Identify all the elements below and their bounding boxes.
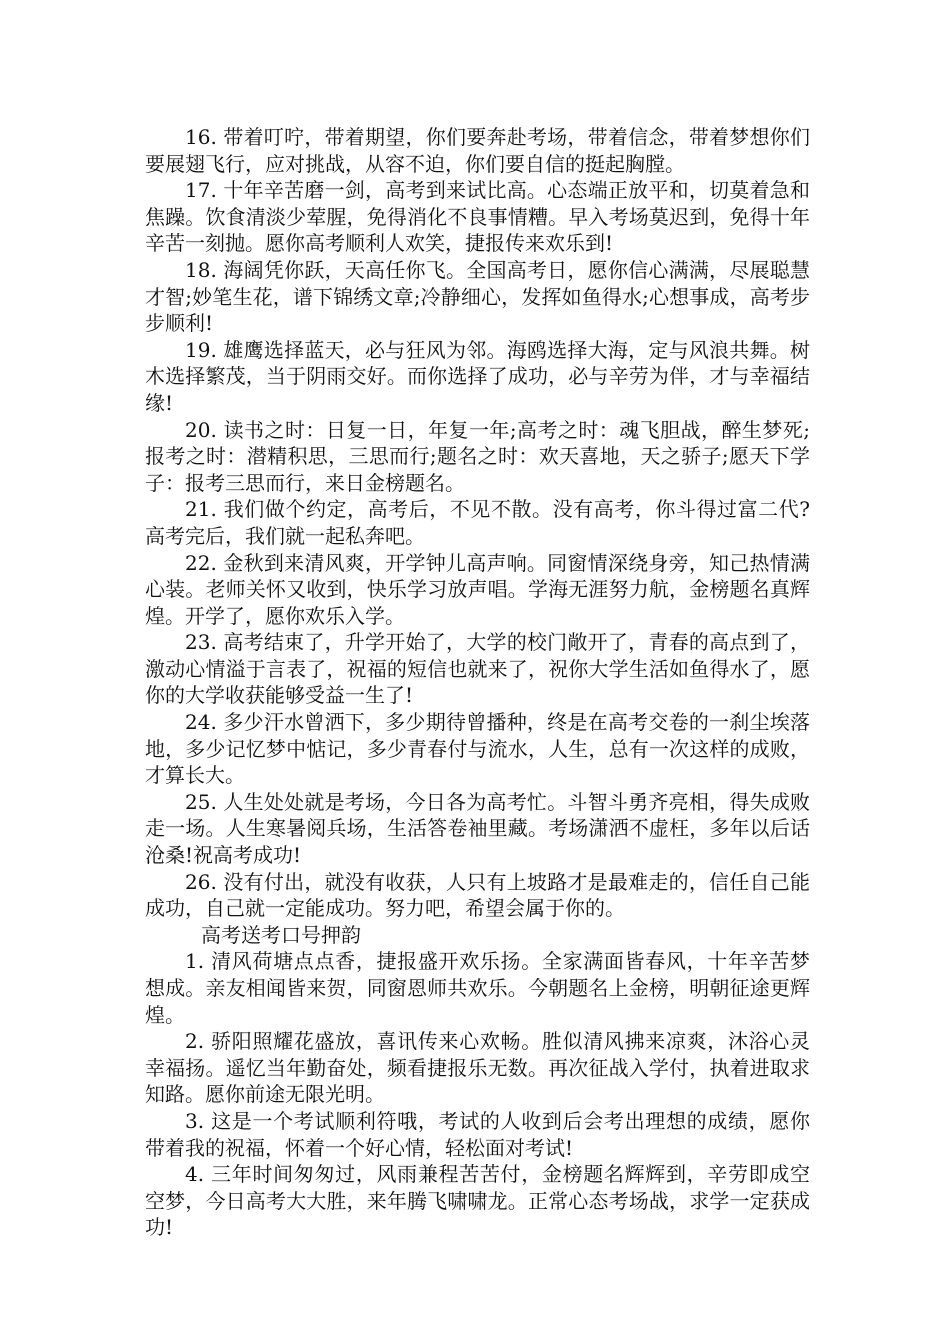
paragraph-17: 17. 十年辛苦磨一剑，高考到来试比高。心态端正放平和，切莫着急和焦躁。饮食清淡少荤腥，免得消化不良事情糟。早入考场莫迟到，免得十年辛苦一刻抛。愿你高考顺利人欢笑，捷报传来欢乐到!	[145, 178, 810, 256]
slogan-paragraph-4: 4. 三年时间匆匆过，风雨兼程苦苦付，金榜题名辉辉到，辛劳即成空空梦，今日高考大大胜，来年腾飞啸啸龙。正常心态考场战，求学一定获成功!	[145, 1162, 810, 1240]
paragraph-19: 19. 雄鹰选择蓝天，必与狂风为邻。海鸥选择大海，定与风浪共舞。树木选择繁茂，当于阴雨交好。而你选择了成功，必与辛劳为伴，才与幸福结缘!	[145, 337, 810, 415]
slogan-paragraph-2: 2. 骄阳照耀花盛放，喜讯传来心欢畅。胜似清风拂来凉爽，沐浴心灵幸福扬。遥忆当年勤奋处，频看捷报乐无数。再次征战入学付，执着进取求知路。愿你前途无限光明。	[145, 1029, 810, 1107]
paragraph-24: 24. 多少汗水曾洒下，多少期待曾播种，终是在高考交卷的一刹尘埃落地，多少记忆梦中惦记，多少青春付与流水，人生，总有一次这样的成败，才算长大。	[145, 710, 810, 788]
paragraph-25: 25. 人生处处就是考场，今日各为高考忙。斗智斗勇齐亮相，得失成败走一场。人生寒暑阅兵场，生活答卷袖里藏。考场潇洒不虚枉，多年以后话沧桑!祝高考成功!	[145, 789, 810, 868]
slogan-paragraph-3: 3. 这是一个考试顺利符哦，考试的人收到后会考出理想的成绩，愿你带着我的祝福，怀着一个好心情，轻松面对考试!	[145, 1108, 810, 1160]
paragraph-26: 26. 没有付出，就没有收获，人只有上坡路才是最难走的，信任自己能成功，自己就一定能成功。努力吧，希望会属于你的。	[145, 869, 810, 921]
slogan-paragraph-1: 1. 清风荷塘点点香，捷报盛开欢乐扬。全家满面皆春风，十年辛苦梦想成。亲友相闻皆来贺，同窗恩师共欢乐。今朝题名上金榜，明朝征途更辉煌。	[145, 949, 810, 1027]
section-heading: 高考送考口号押韵	[201, 922, 361, 947]
paragraph-22: 22. 金秋到来清风爽，开学钟儿高声响。同窗情深绕身旁，知己热情满心装。老师关怀又收到，快乐学习放声唱。学海无涯努力航，金榜题名真辉煌。开学了，愿你欢乐入学。	[145, 550, 810, 628]
paragraph-21: 21. 我们做个约定，高考后，不见不散。没有高考，你斗得过富二代? 高考完后，我们就一起私奔吧。	[145, 497, 810, 548]
paragraph-16: 16. 带着叮咛，带着期望，你们要奔赴考场，带着信念，带着梦想你们要展翅飞行，应对挑战，从容不迫，你们要自信的挺起胸膛。	[145, 125, 810, 176]
paragraph-18: 18. 海阔凭你跃，天高任你飞。全国高考日，愿你信心满满，尽展聪慧才智;妙笔生花，谱下锦绣文章;冷静细心，发挥如鱼得水;心想事成，高考步步顺利!	[145, 257, 810, 336]
document-body	[145, 124, 810, 1241]
paragraph-23: 23. 高考结束了，升学开始了，大学的校门敞开了，青春的高点到了，激动心情溢于言表了，祝福的短信也就来了，祝你大学生活如鱼得水了，愿你的大学收获能够受益一生了!	[145, 630, 810, 708]
paragraph-20: 20. 读书之时：日复一日，年复一年;高考之时：魂飞胆战，醉生梦死;报考之时：潜精积思，三思而行;题名之时：欢天喜地，天之骄子;愿天下学子：报考三思而行，来日金榜题名。	[145, 417, 810, 495]
